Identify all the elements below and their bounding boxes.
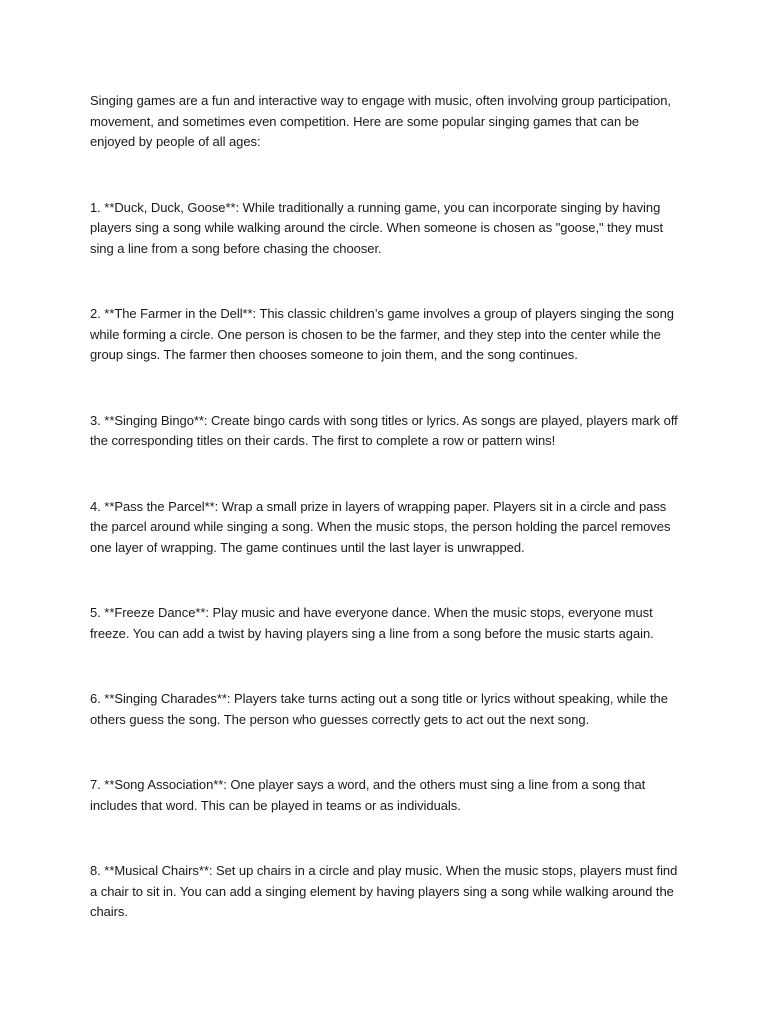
list-item-duck-duck-goose: 1. **Duck, Duck, Goose**: While traditionally a running game, you can incorporate singing by having players sing a song while walking around the circle. When someone is chosen as "goose," they must sing a line from a song before chasing the chooser.	[90, 199, 664, 256]
list-item-singing-bingo: 3. **Singing Bingo**: Create bingo cards with song titles or lyrics. As songs are played, players mark off the corresponding titles on their cards. The first to complete a row or pattern wins!	[90, 412, 678, 448]
list-item-freeze-dance: 5. **Freeze Dance**: Play music and have everyone dance. When the music stops, everyone must freeze. You can add a twist by having players sing a line from a song before the music starts again.	[90, 605, 654, 641]
list-item-singing-charades: 6. **Singing Charades**: Players take turns acting out a song title or lyrics without speaking, while the others guess the song. The person who guesses correctly gets to act out the next song.	[90, 691, 668, 727]
intro-paragraph: Singing games are a fun and interactive way to engage with music, often involving group participation, movement, and sometimes even competition. Here are some popular singing games that can be enjoyed by people of all ages:	[90, 93, 671, 149]
list-item-musical-chairs: 8. **Musical Chairs**: Set up chairs in a circle and play music. When the music stops, players must find a chair to sit in. You can add a singing element by having players sing a song while walking around the chairs.	[90, 863, 678, 919]
document-body	[90, 91, 682, 923]
list-item-song-association: 7. **Song Association**: One player says a word, and the others must sing a line from a song that includes that word. This can be played in teams or as individuals.	[90, 777, 646, 813]
list-item-farmer-in-the-dell: 2. **The Farmer in the Dell**: This classic children’s game involves a group of players singing the song while forming a circle. One person is chosen to be the farmer, and they step into the center while the group sings. The farmer then chooses someone to join them, and the song continues.	[90, 306, 674, 362]
list-item-pass-the-parcel: 4. **Pass the Parcel**: Wrap a small prize in layers of wrapping paper. Players sit in a circle and pass the parcel around while singing a song. When the music stops, the person holding the parcel removes one layer of wrapping. The game continues until the last layer is unwrapped.	[90, 498, 671, 555]
